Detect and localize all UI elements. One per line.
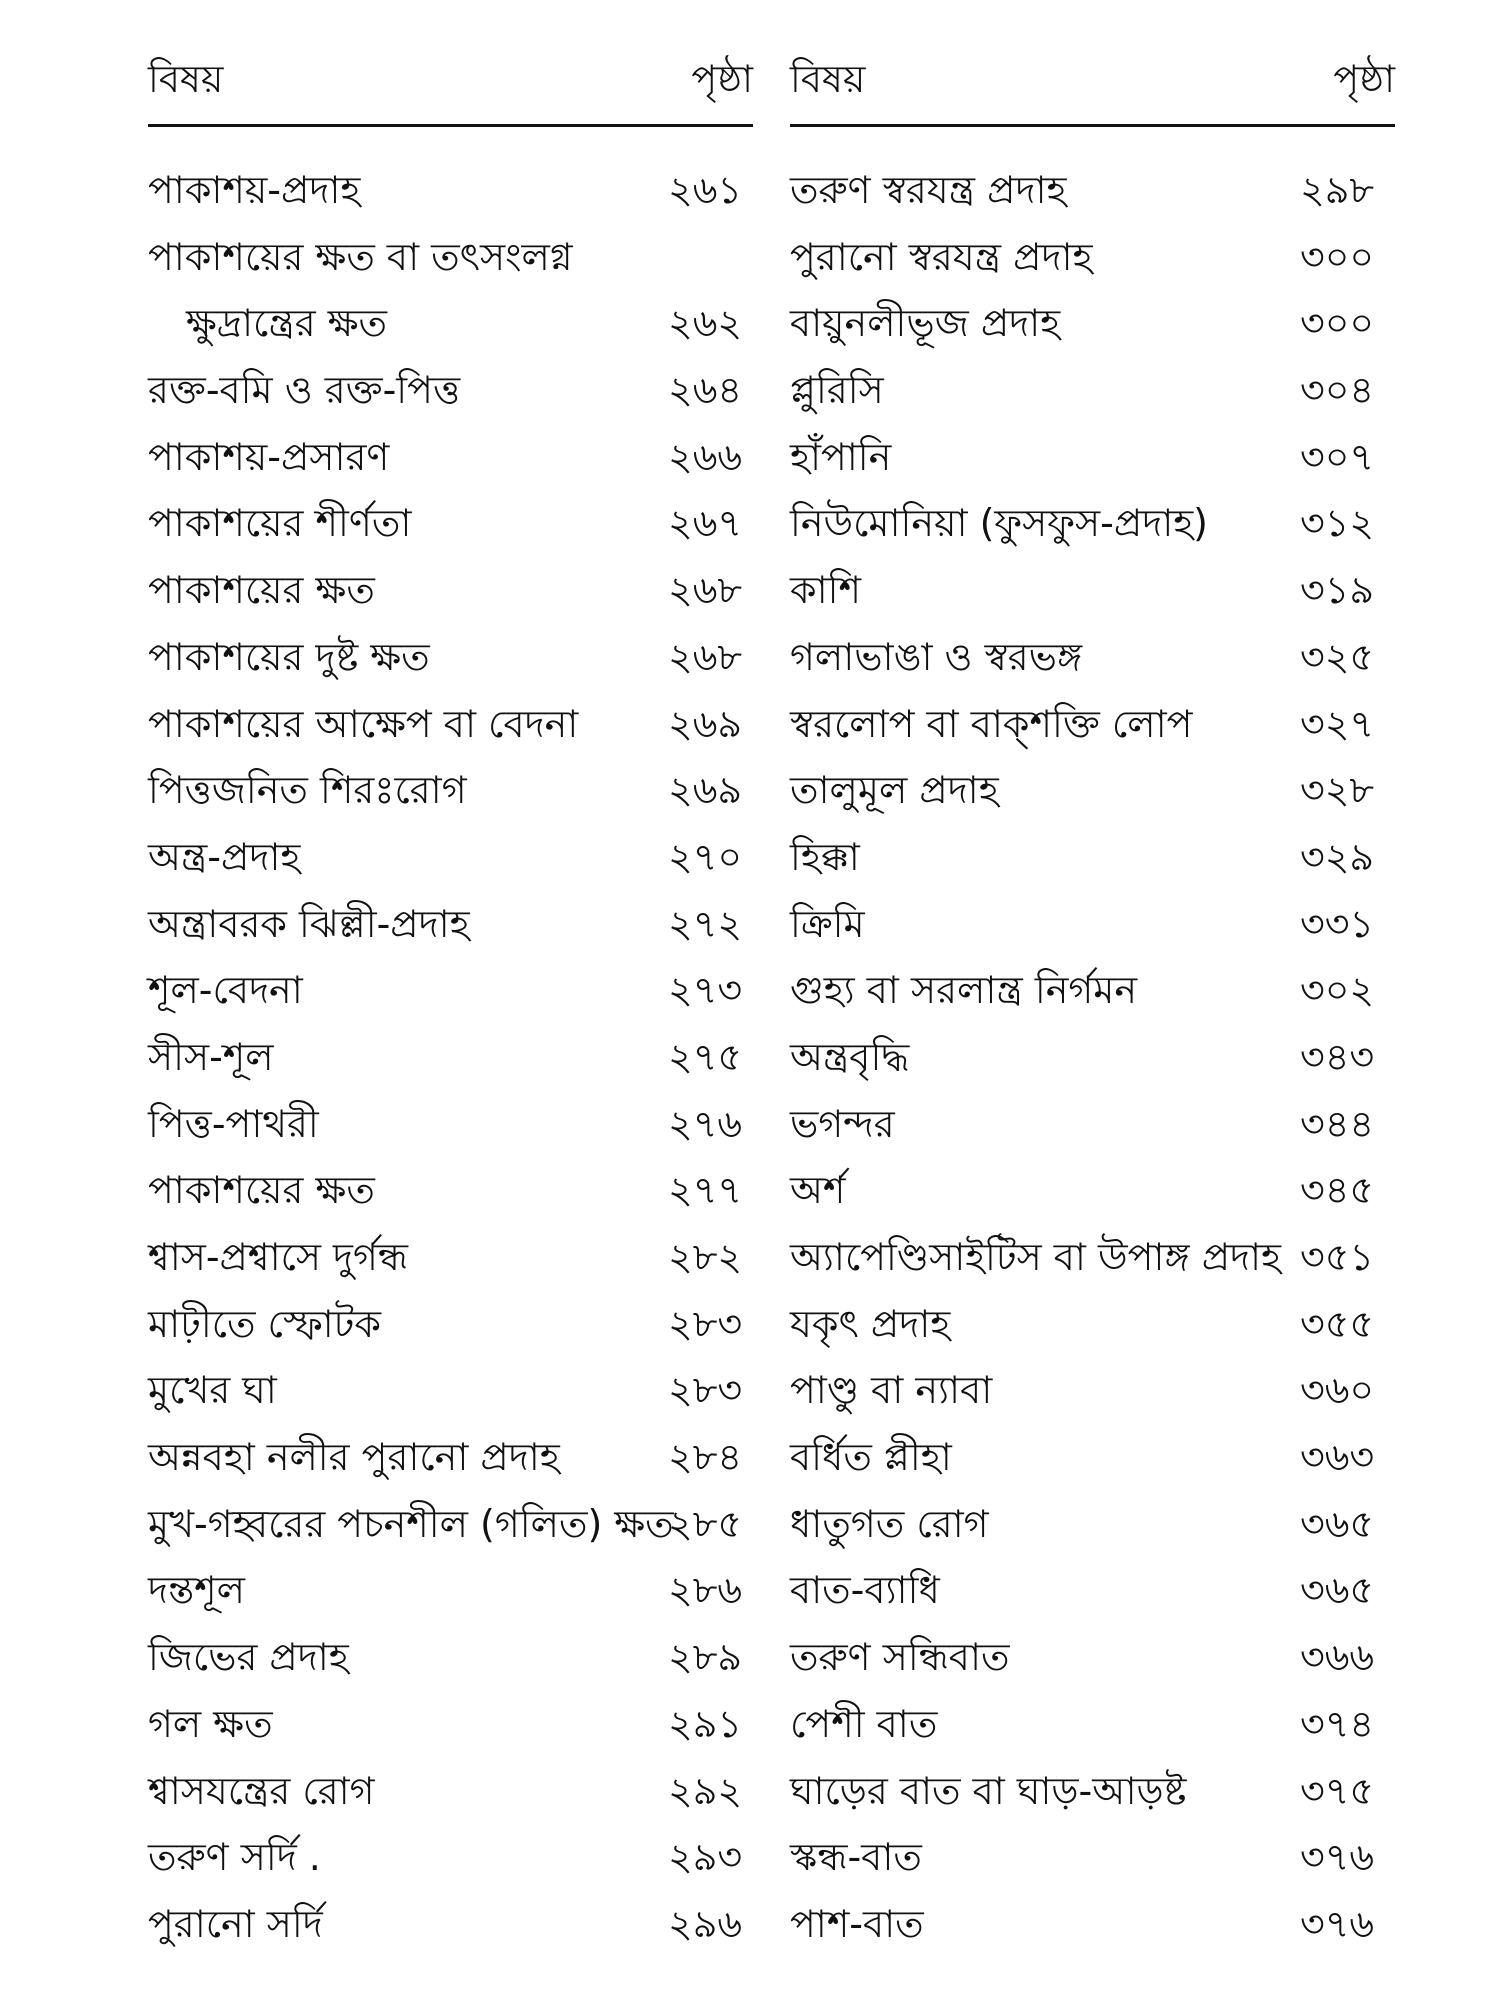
entry-subject: ক্ষুদ্রান্ত্রের ক্ষত <box>186 301 387 346</box>
index-entry <box>790 1091 1395 1158</box>
entry-subject: শ্বাসযন্ত্রের রোগ <box>148 1768 375 1813</box>
entry-subject: পেশী বাত <box>790 1701 938 1746</box>
index-entry <box>790 490 1395 557</box>
entry-subject: তরুণ সর্দি . <box>148 1835 321 1880</box>
entry-subject: বাত-ব্যাধি <box>790 1568 940 1613</box>
entry-page-number: ৩০৭ <box>1300 434 1375 479</box>
index-entry <box>790 157 1395 224</box>
entry-subject: গলাভাঙা ও স্বরভঙ্গ <box>790 634 1083 679</box>
index-entry <box>790 824 1395 891</box>
entry-page-number: ২৯৩ <box>668 1835 743 1880</box>
index-entry <box>790 424 1395 491</box>
entry-page-number: ৩১৯ <box>1300 568 1375 613</box>
index-column-right <box>790 57 1395 1958</box>
entry-page-number: ২৮২ <box>668 1235 743 1279</box>
entry-subject: গল ক্ষত <box>148 1701 273 1746</box>
entry-subject: কাশি <box>790 568 861 613</box>
entry-page-number: ৩২৯ <box>1300 834 1375 879</box>
entry-page-number: ৩৬৫ <box>1300 1568 1375 1613</box>
entry-subject: প্লুরিসি <box>790 368 884 413</box>
index-entry <box>790 691 1395 758</box>
entry-page-number: ৩৩১ <box>1300 901 1375 946</box>
index-entry <box>148 757 753 824</box>
index-entry <box>148 1491 753 1558</box>
entry-subject: পাকাশয়-প্রসারণ <box>148 434 390 479</box>
entry-page-number: ২৬৮ <box>668 634 743 679</box>
index-entry <box>790 290 1395 357</box>
index-entry <box>148 1224 753 1291</box>
entry-page-number: ৩০৪ <box>1300 368 1375 413</box>
entry-subject: পিত্ত-পাথরী <box>148 1101 319 1146</box>
entry-page-number: ২৭৩ <box>668 968 743 1013</box>
entry-page-number: ৩৭৪ <box>1300 1701 1375 1746</box>
index-column-left <box>148 57 753 1958</box>
entry-subject: রক্ত-বমি ও রক্ত-পিত্ত <box>148 368 461 413</box>
index-entry <box>148 1557 753 1624</box>
entry-subject: পুরানো সর্দি <box>148 1901 323 1946</box>
index-entry <box>148 357 753 424</box>
entry-page-number: ২৬৭ <box>668 501 743 546</box>
entry-page-number: ২৬২ <box>668 301 743 346</box>
entry-subject: তরুণ স্বরযন্ত্র প্রদাহ <box>790 168 1067 212</box>
index-entry <box>148 1691 753 1758</box>
entry-page-number: ৩৬৫ <box>1300 1501 1375 1546</box>
entry-page-number: ৩৭৬ <box>1300 1901 1375 1946</box>
entry-subject: গুহ্য বা সরলান্ত্র নির্গমন <box>790 968 1138 1013</box>
entry-page-number: ৩৬৬ <box>1300 1635 1375 1680</box>
entry-subject: অন্নবহা নলীর পুরানো প্রদাহ <box>148 1435 560 1480</box>
entry-page-number: ২৯২ <box>668 1768 743 1813</box>
entry-subject: স্বরলোপ বা বাক্‌শক্তি লোপ <box>790 701 1193 746</box>
index-entry <box>148 824 753 891</box>
entry-subject: পাকাশয়ের শীর্ণতা <box>148 501 412 546</box>
index-entry <box>790 757 1395 824</box>
entry-subject: পিত্তজনিত শিরঃরোগ <box>148 768 467 813</box>
index-entry <box>148 290 753 357</box>
entry-subject: পাকাশয়-প্রদাহ <box>148 168 361 212</box>
entry-page-number: ৩৪৩ <box>1300 1034 1375 1079</box>
entry-page-number: ২৬১ <box>668 168 743 212</box>
column-header <box>148 57 753 127</box>
entry-page-number: ৩৫১ <box>1300 1235 1375 1279</box>
entry-subject: পাকাশয়ের দুষ্ট ক্ষত <box>148 634 430 679</box>
entry-page-number: ৩০০ <box>1300 301 1375 346</box>
entry-subject: পাকাশয়ের ক্ষত <box>148 568 375 613</box>
index-entry <box>790 1291 1395 1358</box>
entry-subject: পাকাশয়ের ক্ষত <box>148 1168 375 1213</box>
entry-subject: পাণ্ডু বা ন্যাবা <box>790 1368 993 1413</box>
header-subject: বিষয় <box>148 57 224 101</box>
index-entry <box>790 1224 1395 1291</box>
index-entry <box>790 557 1395 624</box>
entry-subject: ধাতুগত রোগ <box>790 1501 989 1546</box>
index-entry <box>148 957 753 1024</box>
entry-subject: পাশ-বাত <box>790 1901 924 1946</box>
index-entry <box>790 224 1395 291</box>
entry-page-number: ২৬৪ <box>668 368 743 413</box>
index-entry <box>148 424 753 491</box>
index-entry <box>148 1758 753 1825</box>
entry-subject: যকৃৎ প্রদাহ <box>790 1301 951 1346</box>
entry-subject: পাকাশয়ের আক্ষেপ বা বেদনা <box>148 701 579 746</box>
index-entry <box>148 157 753 224</box>
entry-subject: বর্ধিত প্লীহা <box>790 1435 952 1480</box>
entry-page-number: ২৮৬ <box>668 1568 743 1613</box>
index-entry <box>148 1424 753 1491</box>
entry-page-number: ২৮৯ <box>668 1635 743 1680</box>
entry-subject: ঘাড়ের বাত বা ঘাড়-আড়ষ্ট <box>790 1768 1187 1813</box>
index-entry <box>790 624 1395 691</box>
index-entry <box>790 1824 1395 1891</box>
header-page: পৃষ্ঠা <box>691 57 753 101</box>
entry-subject: মুখ-গহ্বরের পচনশীল (গলিত) ক্ষত <box>148 1501 674 1546</box>
index-entry <box>790 891 1395 958</box>
entry-page-number: ২৯৮ <box>1300 168 1375 212</box>
entry-list <box>148 157 753 1958</box>
entry-page-number: ৩০২ <box>1300 968 1375 1013</box>
entry-subject: জিভের প্রদাহ <box>148 1635 349 1680</box>
entry-page-number: ৩৪৪ <box>1300 1101 1375 1146</box>
entry-page-number: ৩৭৫ <box>1300 1768 1375 1813</box>
index-entry <box>148 1024 753 1091</box>
entry-subject: মুখের ঘা <box>148 1368 277 1413</box>
index-entry <box>148 1824 753 1891</box>
entry-page-number: ২৬৬ <box>668 434 743 479</box>
index-entry <box>148 1891 753 1958</box>
entry-subject: স্কন্ধ-বাত <box>790 1835 922 1880</box>
index-entry <box>790 1157 1395 1224</box>
entry-page-number: ২৯৬ <box>668 1901 743 1946</box>
entry-page-number: ৩২৭ <box>1300 701 1375 746</box>
entry-page-number: ২৭৭ <box>668 1168 743 1213</box>
entry-page-number: ২৭৬ <box>668 1101 743 1146</box>
entry-subject: শ্বাস-প্রশ্বাসে দুর্গন্ধ <box>148 1235 409 1279</box>
index-entry <box>148 1357 753 1424</box>
entry-page-number: ৩৬৩ <box>1300 1435 1375 1480</box>
entry-page-number: ২৮৩ <box>668 1368 743 1413</box>
entry-subject: অন্ত্রবৃদ্ধি <box>790 1034 910 1079</box>
entry-subject: পাকাশয়ের ক্ষত বা তৎসংলগ্ন <box>148 234 573 279</box>
entry-page-number: ২৭২ <box>668 901 743 946</box>
entry-page-number: ৩১২ <box>1300 501 1375 546</box>
index-entry <box>148 557 753 624</box>
entry-page-number: ৩০০ <box>1300 234 1375 279</box>
entry-subject: ভগন্দর <box>790 1101 895 1146</box>
index-entry <box>790 1624 1395 1691</box>
entry-subject: অন্ত্রাবরক ঝিল্লী-প্রদাহ <box>148 901 470 946</box>
entry-subject: পুরানো স্বরযন্ত্র প্রদাহ <box>790 234 1093 279</box>
header-subject: বিষয় <box>790 57 866 101</box>
index-entry <box>148 1624 753 1691</box>
index-entry <box>790 1491 1395 1558</box>
entry-subject: তালুমূল প্রদাহ <box>790 768 999 813</box>
entry-page-number: ৩৬০ <box>1300 1368 1375 1413</box>
index-entry <box>148 1157 753 1224</box>
entry-subject: ক্রিমি <box>790 901 865 946</box>
entry-page-number: ২৮৩ <box>668 1301 743 1346</box>
index-entry <box>148 490 753 557</box>
index-entry <box>790 1357 1395 1424</box>
index-entry <box>790 1424 1395 1491</box>
entry-subject: শূল-বেদনা <box>148 968 303 1013</box>
entry-page-number: ২৬৮ <box>668 568 743 613</box>
entry-subject: বায়ুনলীভূজ প্রদাহ <box>790 301 1061 346</box>
index-entry <box>148 624 753 691</box>
entry-page-number: ৩২৫ <box>1300 634 1375 679</box>
entry-subject: তরুণ সন্ধিবাত <box>790 1635 1010 1680</box>
index-entry <box>790 1557 1395 1624</box>
entry-page-number: ২৮৪ <box>668 1435 743 1480</box>
index-entry <box>790 357 1395 424</box>
entry-subject: অন্ত্র-প্রদাহ <box>148 834 301 879</box>
index-entry <box>148 224 753 291</box>
index-entry <box>148 1091 753 1158</box>
entry-subject: নিউমোনিয়া (ফুসফুস-প্রদাহ) <box>790 501 1208 546</box>
entry-page-number: ২৮৫ <box>668 1501 743 1546</box>
entry-page-number: ২৬৯ <box>668 768 743 813</box>
index-entry <box>790 1024 1395 1091</box>
entry-page-number: ৩৪৫ <box>1300 1168 1375 1213</box>
entry-page-number: ৩২৮ <box>1300 768 1375 813</box>
entry-subject: দন্তশূল <box>148 1568 245 1613</box>
index-entry <box>790 1758 1395 1825</box>
entry-subject: অ্যাপেণ্ডিসাইটিস বা উপাঙ্গ প্রদাহ <box>790 1235 1282 1279</box>
column-header <box>790 57 1395 127</box>
entry-page-number: ৩৫৫ <box>1300 1301 1375 1346</box>
entry-subject: অর্শ <box>790 1168 846 1213</box>
entry-list <box>790 157 1395 1958</box>
entry-page-number: ২৭৫ <box>668 1034 743 1079</box>
index-entry <box>790 1691 1395 1758</box>
index-entry <box>790 1891 1395 1958</box>
entry-page-number: ২৭০ <box>668 834 743 879</box>
entry-subject: সীস-শূল <box>148 1034 274 1079</box>
index-entry <box>148 1291 753 1358</box>
entry-subject: হাঁপানি <box>790 434 892 479</box>
index-entry <box>148 891 753 958</box>
entry-page-number: ৩৭৬ <box>1300 1835 1375 1880</box>
entry-page-number: ২৯১ <box>668 1701 743 1746</box>
entry-subject: মাঢ়ীতে স্ফোটক <box>148 1301 381 1346</box>
entry-page-number: ২৬৯ <box>668 701 743 746</box>
index-entry <box>790 957 1395 1024</box>
index-entry <box>148 691 753 758</box>
entry-subject: হিক্কা <box>790 834 860 879</box>
header-page: পৃষ্ঠা <box>1333 57 1395 101</box>
